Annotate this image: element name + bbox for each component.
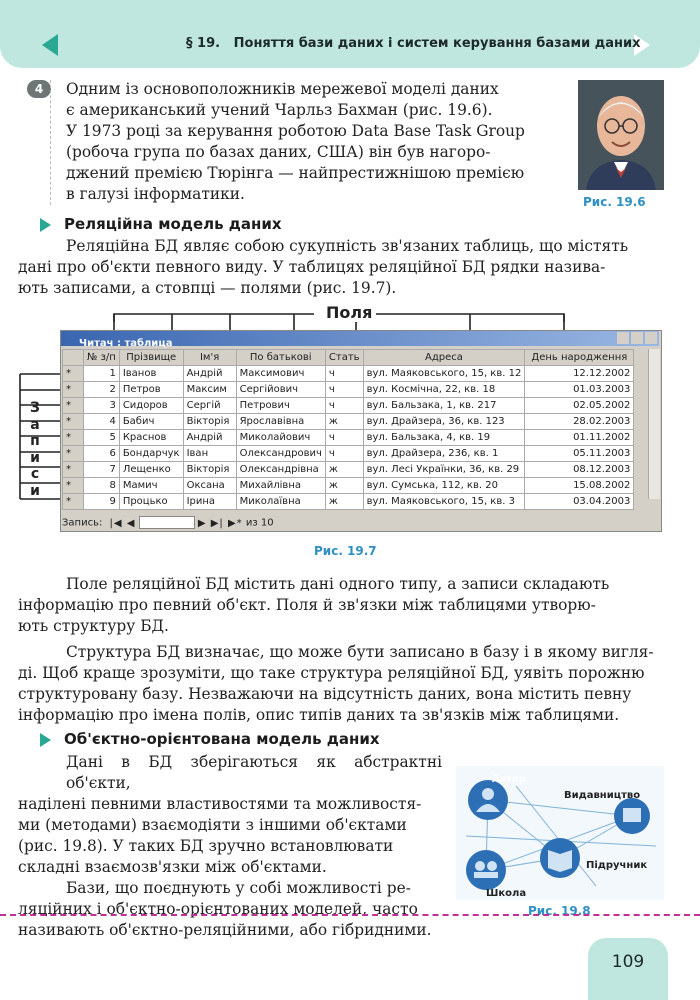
table-cell[interactable]: 03.04.2003 bbox=[525, 494, 634, 510]
close-icon[interactable] bbox=[645, 332, 657, 344]
table-row[interactable] bbox=[63, 446, 634, 462]
vertical-scrollbar[interactable] bbox=[648, 349, 660, 499]
row-selector[interactable]: * bbox=[63, 366, 84, 382]
table-cell[interactable]: 28.02.2003 bbox=[525, 414, 634, 430]
text-line: називають об'єктно-реляційними, або гібридними. bbox=[18, 921, 432, 939]
section-heading-relational: Реляційна модель даних bbox=[64, 215, 282, 233]
table-cell[interactable]: Петров bbox=[119, 382, 183, 398]
table-cell[interactable]: 8 bbox=[84, 478, 120, 494]
text-line: Реляційна БД являє собою сукупність зв'язаних таблиць, що містять bbox=[66, 237, 629, 255]
text-line: структуровану базу. Незважаючи на відсутність даних, вона містить певну bbox=[18, 685, 632, 703]
table-cell[interactable]: Сергійович bbox=[236, 382, 325, 398]
structure-paragraph bbox=[18, 642, 664, 726]
table-cell[interactable]: Ірина bbox=[183, 494, 236, 510]
label-author: Автор bbox=[492, 774, 526, 785]
text-line: дані про об'єкти певного виду. У таблицях реляційної БД рядки назива- bbox=[18, 258, 606, 276]
table-cell[interactable]: вул. Маяковського, 15, кв. 3 bbox=[363, 494, 525, 510]
text-line: інформацію про певний об'єкт. Поля й зв'язки між таблицями утворю- bbox=[18, 596, 596, 614]
column-header[interactable]: Адреса bbox=[363, 350, 525, 366]
table-cell[interactable]: 9 bbox=[84, 494, 120, 510]
label-textbook: Підручник bbox=[586, 860, 648, 871]
header-section-title: Поняття бази даних і систем керування базами даних bbox=[233, 36, 641, 51]
table-cell[interactable]: вул. Маяковського, 15, кв. 12 bbox=[363, 366, 525, 382]
records-letter: и bbox=[30, 449, 40, 466]
table-row[interactable] bbox=[63, 398, 634, 414]
table-cell[interactable]: Вікторія bbox=[183, 462, 236, 478]
table-cell[interactable]: ч bbox=[325, 398, 363, 414]
table-cell[interactable]: Сергій bbox=[183, 398, 236, 414]
records-letter: и bbox=[30, 482, 40, 499]
table-cell[interactable]: вул. Сумська, 112, кв. 20 bbox=[363, 478, 525, 494]
text-line: ми (методами) взаємодіяти з іншими об'єктами bbox=[18, 816, 407, 834]
column-header[interactable]: Прізвище bbox=[119, 350, 183, 366]
table-cell[interactable]: Олександрович bbox=[236, 446, 325, 462]
navigator-label: Запись: bbox=[62, 517, 103, 529]
row-selector[interactable]: * bbox=[63, 478, 84, 494]
records-letter: а bbox=[30, 416, 40, 433]
section-heading-oo: Об'єктно-орієнтована модель даних bbox=[64, 730, 380, 748]
table-cell[interactable]: Лещенко bbox=[119, 462, 183, 478]
label-school: Школа bbox=[486, 888, 527, 899]
object-network-diagram bbox=[456, 766, 664, 900]
row-selector[interactable]: * bbox=[63, 430, 84, 446]
table-cell[interactable]: 01.11.2002 bbox=[525, 430, 634, 446]
table-cell[interactable]: ч bbox=[325, 446, 363, 462]
side-divider bbox=[50, 80, 51, 205]
text-line: складні взаємозв'язки між об'єктами. bbox=[18, 858, 327, 876]
text-line: ють структуру БД. bbox=[18, 617, 169, 635]
label-publisher: Видавництво bbox=[564, 790, 641, 801]
text-line: наділені певними властивостями та можливостя- bbox=[18, 795, 422, 813]
table-cell[interactable]: Оксана bbox=[183, 478, 236, 494]
figure-19-7-caption: Рис. 19.7 bbox=[314, 544, 377, 558]
fields-label: Поля bbox=[322, 303, 376, 322]
bachman-photo bbox=[578, 80, 664, 190]
text-line: Одним із основоположників мережевої моделі даних bbox=[66, 80, 499, 98]
table-cell[interactable]: Максимович bbox=[236, 366, 325, 382]
maximize-icon[interactable] bbox=[631, 332, 643, 344]
text-line: Поле реляційної БД містить дані одного типу, а записи складають bbox=[66, 575, 610, 593]
table-cell[interactable]: ч bbox=[325, 366, 363, 382]
row-selector[interactable]: * bbox=[63, 462, 84, 478]
table-header-row bbox=[63, 350, 634, 366]
table-cell[interactable]: Процько bbox=[119, 494, 183, 510]
text-line: Дані в БД зберігаються як абстрактні об'єкти, bbox=[66, 753, 442, 792]
table-cell[interactable]: вул. Космічна, 22, кв. 18 bbox=[363, 382, 525, 398]
table-cell[interactable]: ч bbox=[325, 430, 363, 446]
table-cell[interactable]: вул. Бальзака, 4, кв. 19 bbox=[363, 430, 525, 446]
table-cell[interactable]: ж bbox=[325, 494, 363, 510]
relational-paragraph bbox=[18, 236, 664, 299]
column-header[interactable]: По батькові bbox=[236, 350, 325, 366]
records-letter: с bbox=[30, 466, 40, 482]
table-cell[interactable]: ж bbox=[325, 462, 363, 478]
table-cell[interactable]: 02.05.2002 bbox=[525, 398, 634, 414]
db-grid bbox=[62, 349, 634, 510]
table-cell[interactable]: Максим bbox=[183, 382, 236, 398]
records-table bbox=[62, 349, 634, 510]
first-prev-buttons[interactable]: |◀ ◀ bbox=[109, 517, 136, 529]
text-line: (рис. 19.8). У таких БД зручно встановлювати bbox=[18, 837, 394, 855]
text-line: ють записами, а стовпці — полями (рис. 19.7). bbox=[18, 279, 397, 297]
table-cell[interactable]: Ярославівна bbox=[236, 414, 325, 430]
figure-19-6-caption: Рис. 19.6 bbox=[583, 195, 646, 209]
row-selector-header bbox=[63, 350, 84, 366]
table-cell[interactable]: 6 bbox=[84, 446, 120, 462]
section-marker-icon bbox=[40, 218, 51, 232]
text-line: Бази, що поєднують у собі можливості ре- bbox=[66, 879, 411, 897]
row-selector[interactable]: * bbox=[63, 382, 84, 398]
minimize-icon[interactable] bbox=[617, 332, 629, 344]
text-line: інформацію про імена полів, опис типів даних та зв'язків між таблицями. bbox=[18, 706, 620, 724]
table-cell[interactable]: 7 bbox=[84, 462, 120, 478]
record-count: из 10 bbox=[245, 517, 274, 529]
table-cell[interactable]: Петрович bbox=[236, 398, 325, 414]
oo-paragraph bbox=[18, 752, 442, 941]
table-cell[interactable]: 15.08.2002 bbox=[525, 478, 634, 494]
table-cell[interactable]: 2 bbox=[84, 382, 120, 398]
table-cell[interactable]: 5 bbox=[84, 430, 120, 446]
prev-arrow-icon bbox=[42, 34, 58, 56]
table-cell[interactable]: 05.11.2003 bbox=[525, 446, 634, 462]
page-number: 109 bbox=[611, 952, 645, 972]
text-line: ді. Щоб краще зрозуміти, що таке структура реляційної БД, уявіть порожню bbox=[18, 664, 645, 682]
records-letter: З bbox=[30, 400, 40, 416]
table-cell[interactable]: Іванов bbox=[119, 366, 183, 382]
table-cell[interactable]: Вікторія bbox=[183, 414, 236, 430]
column-header[interactable]: Стать bbox=[325, 350, 363, 366]
row-selector[interactable]: * bbox=[63, 398, 84, 414]
table-cell[interactable]: 12.12.2002 bbox=[525, 366, 634, 382]
table-cell[interactable]: 4 bbox=[84, 414, 120, 430]
table-cell[interactable]: Михайлівна bbox=[236, 478, 325, 494]
column-header[interactable]: Ім'я bbox=[183, 350, 236, 366]
column-header[interactable]: № з/п bbox=[84, 350, 120, 366]
info-badge: 4 bbox=[27, 80, 51, 98]
text-line: ляційних і об'єктно-орієнтованих моделей, часто bbox=[18, 900, 418, 918]
record-navigator bbox=[62, 516, 274, 529]
text-line: Структура БД визначає, що може бути записано в базу і в якому вигля- bbox=[66, 643, 654, 661]
table-cell[interactable]: Бабич bbox=[119, 414, 183, 430]
header-title bbox=[186, 36, 641, 51]
next-last-buttons[interactable]: ▶ ▶| ▶* bbox=[197, 517, 243, 529]
section-marker-icon bbox=[40, 733, 51, 747]
record-number-field[interactable] bbox=[139, 516, 195, 529]
table-row[interactable] bbox=[63, 430, 634, 446]
records-letter: п bbox=[30, 433, 40, 449]
row-selector[interactable]: * bbox=[63, 446, 84, 462]
table-row[interactable] bbox=[63, 366, 634, 382]
table-cell[interactable]: 3 bbox=[84, 398, 120, 414]
text-line: (робоча група по базах даних, США) він був нагоро- bbox=[66, 143, 491, 161]
table-cell[interactable]: 08.12.2003 bbox=[525, 462, 634, 478]
table-cell[interactable]: 01.03.2003 bbox=[525, 382, 634, 398]
text-line: джений премією Тюрінга — найпрестижнішою премією bbox=[66, 164, 525, 182]
window-title: Читач : таблица bbox=[79, 338, 173, 349]
window-titlebar bbox=[61, 331, 659, 349]
table-cell[interactable]: Миколаївна bbox=[236, 494, 325, 510]
text-line: У 1973 році за керування роботою Data Base Task Group bbox=[66, 122, 525, 140]
text-line: в галузі інформатики. bbox=[66, 185, 245, 203]
portrait-image bbox=[578, 80, 664, 190]
table-cell[interactable]: ч bbox=[325, 382, 363, 398]
table-row[interactable] bbox=[63, 478, 634, 494]
row-selector[interactable]: * bbox=[63, 494, 84, 510]
text-line: є американський учений Чарльз Бахман (рис. 19.6). bbox=[66, 101, 493, 119]
table-cell[interactable]: Олександрівна bbox=[236, 462, 325, 478]
table-cell[interactable]: Мамич bbox=[119, 478, 183, 494]
header-section-number: § 19. bbox=[186, 36, 221, 51]
page-header bbox=[0, 0, 700, 68]
table-row[interactable] bbox=[63, 414, 634, 430]
table-cell[interactable]: вул. Бальзака, 1, кв. 217 bbox=[363, 398, 525, 414]
table-cell[interactable]: Миколайович bbox=[236, 430, 325, 446]
table-cell[interactable]: 1 bbox=[84, 366, 120, 382]
table-row[interactable] bbox=[63, 382, 634, 398]
records-label bbox=[28, 400, 42, 499]
table-cell[interactable]: вул. Драйзера, 236, кв. 1 bbox=[363, 446, 525, 462]
row-selector[interactable]: * bbox=[63, 414, 84, 430]
table-row[interactable] bbox=[63, 462, 634, 478]
table-cell[interactable]: вул. Драйзера, 36, кв. 123 bbox=[363, 414, 525, 430]
table-cell[interactable]: Краснов bbox=[119, 430, 183, 446]
column-header[interactable]: День народження bbox=[525, 350, 634, 366]
bachman-paragraph bbox=[66, 79, 550, 205]
footer-divider bbox=[0, 914, 700, 916]
fields-paragraph bbox=[18, 574, 664, 637]
table-cell[interactable]: ж bbox=[325, 478, 363, 494]
table-cell[interactable]: Андрій bbox=[183, 366, 236, 382]
table-cell[interactable]: Іван bbox=[183, 446, 236, 462]
table-cell[interactable]: Андрій bbox=[183, 430, 236, 446]
figure-19-8-caption: Рис. 19.8 bbox=[528, 904, 591, 918]
table-cell[interactable]: вул. Лесі Українки, 36, кв. 29 bbox=[363, 462, 525, 478]
table-cell[interactable]: Сидоров bbox=[119, 398, 183, 414]
table-cell[interactable]: Бондарчук bbox=[119, 446, 183, 462]
table-row[interactable] bbox=[63, 494, 634, 510]
figure-19-8 bbox=[456, 766, 664, 900]
table-cell[interactable]: ж bbox=[325, 414, 363, 430]
